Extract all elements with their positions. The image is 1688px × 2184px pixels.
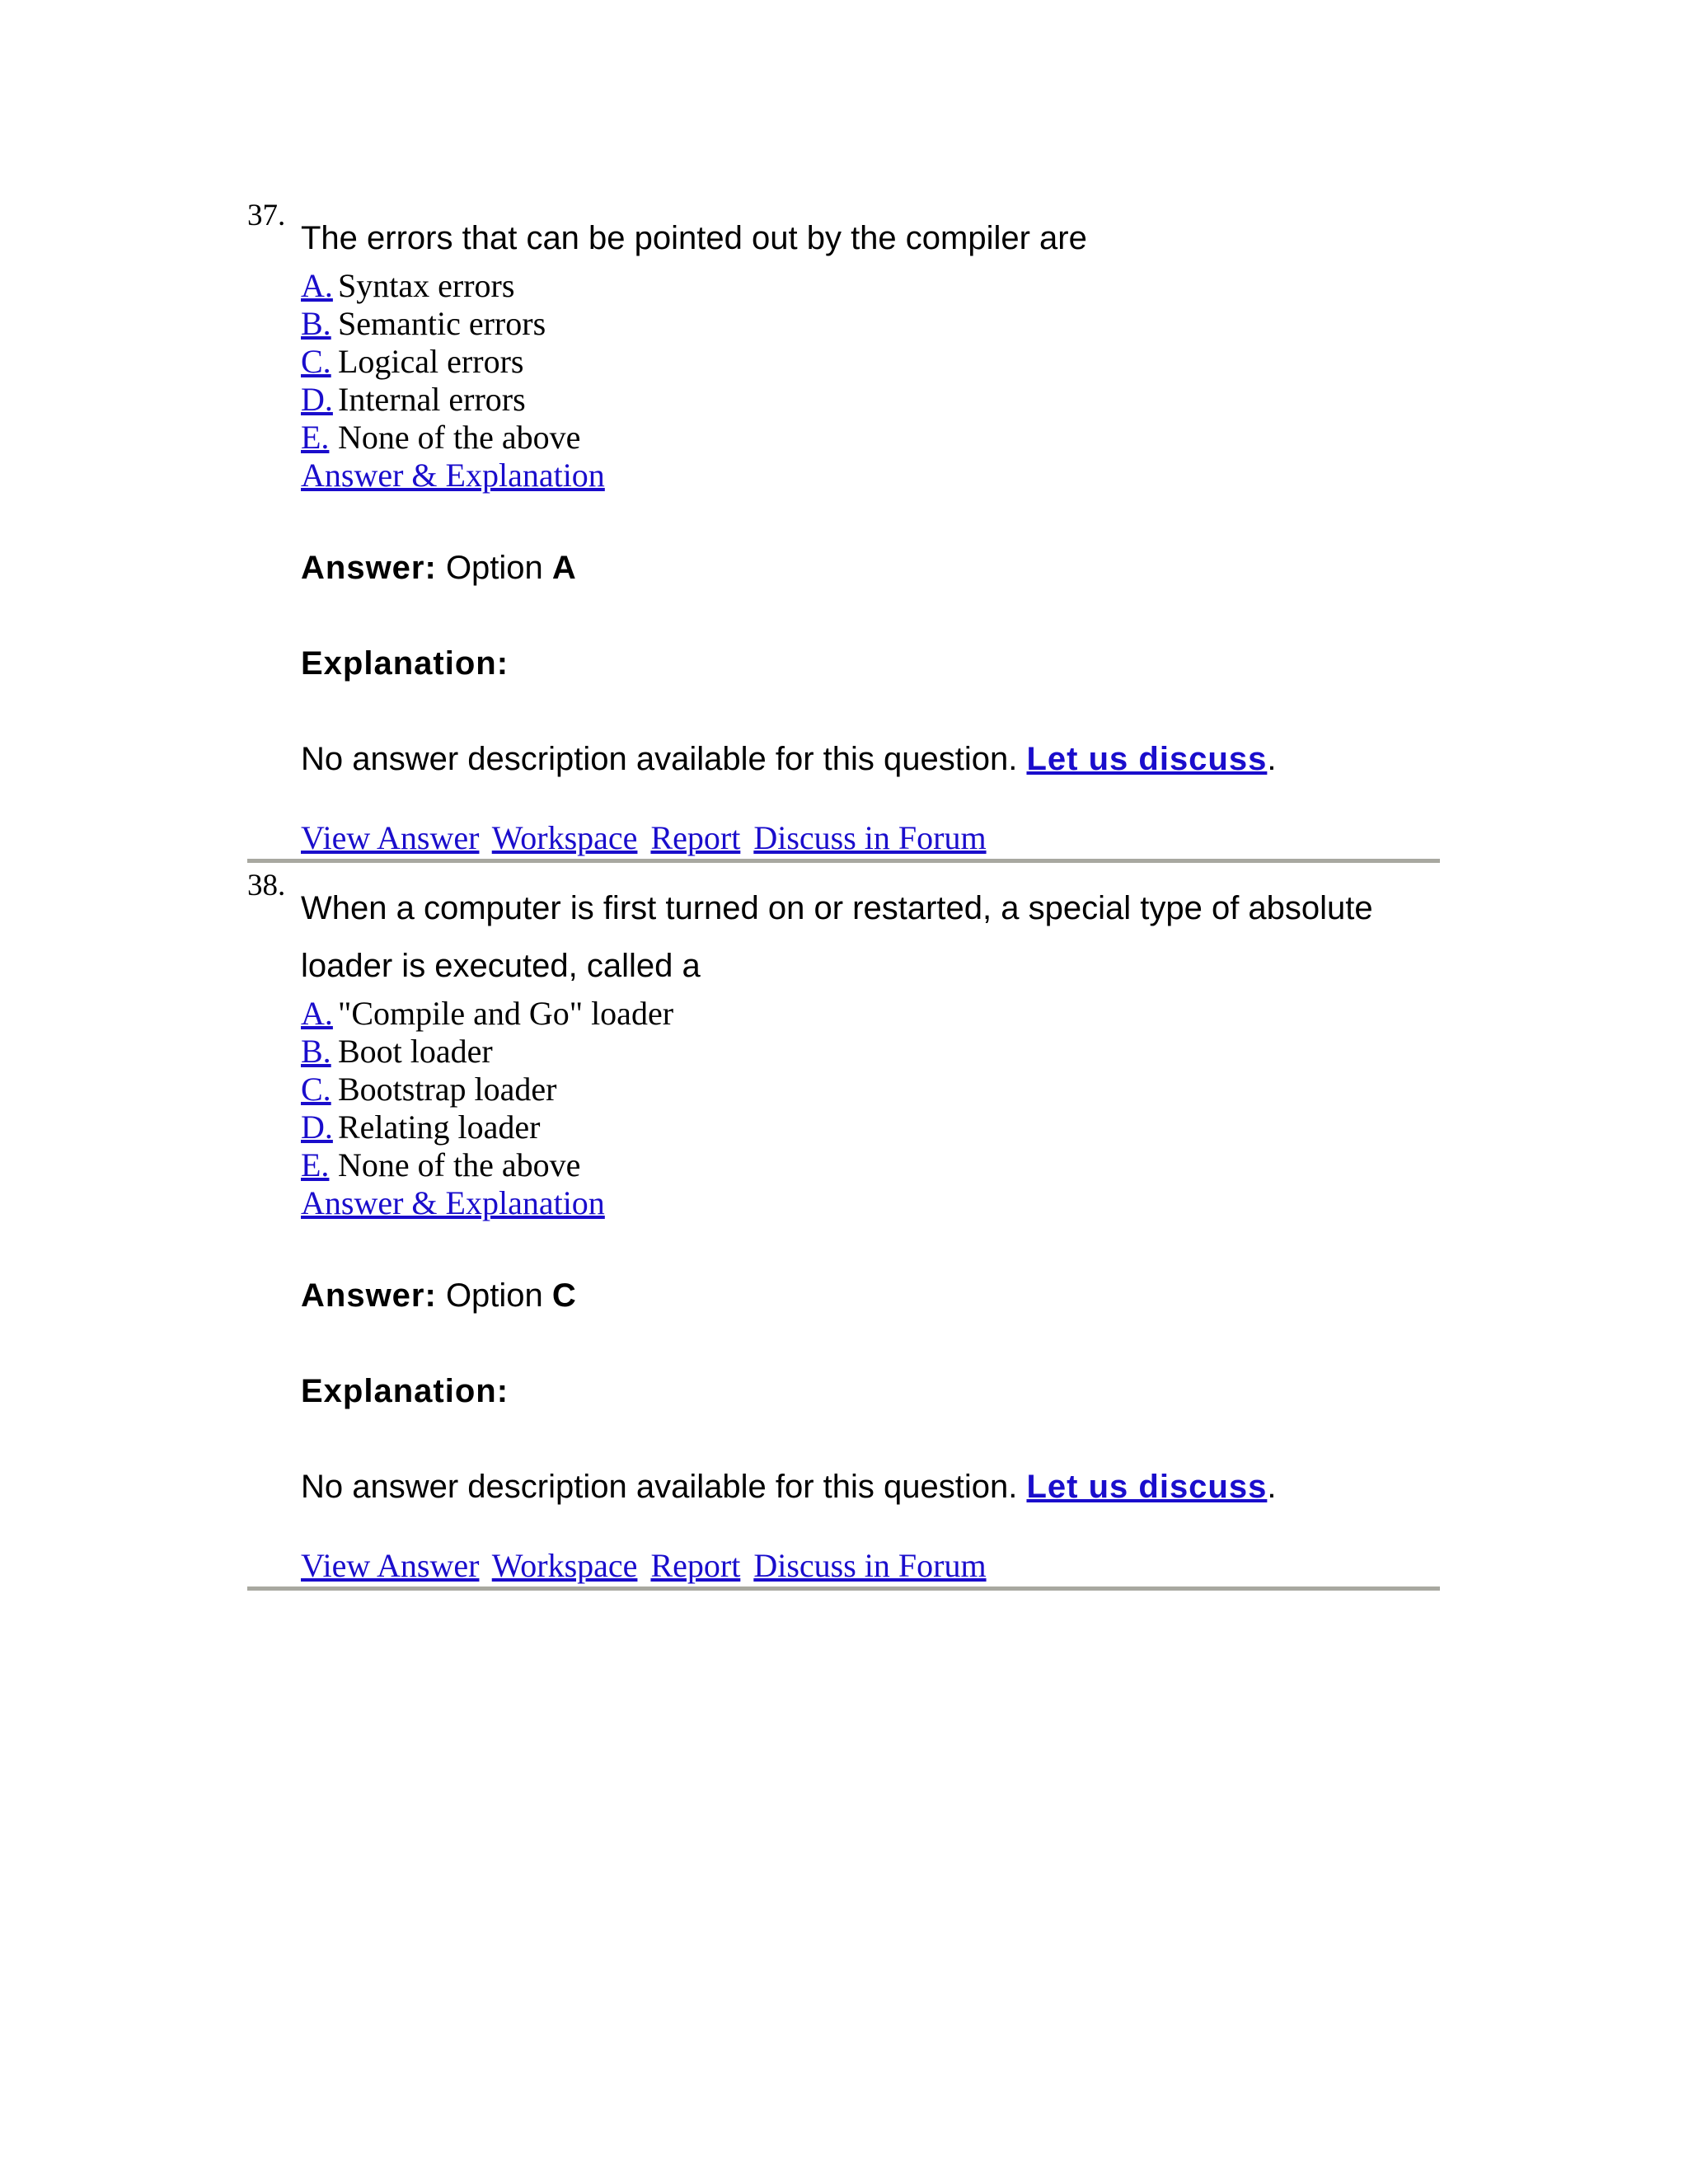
explanation-heading: Explanation: <box>301 645 509 682</box>
answer-label: Answer: <box>301 1277 437 1314</box>
report-link[interactable]: Report <box>650 819 741 856</box>
option-c <box>301 343 1441 381</box>
answer-letter: A <box>551 550 576 586</box>
discuss-in-forum-link[interactable]: Discuss in Forum <box>753 1547 987 1584</box>
option-c-text: Logical errors <box>338 343 524 380</box>
answer-explanation-link[interactable]: Answer & Explanation <box>301 457 605 494</box>
question-body <box>301 198 1441 857</box>
option-a-text: "Compile and Go" loader <box>338 995 674 1032</box>
answer-prefix: Option <box>445 550 543 586</box>
option-b-link[interactable]: B. <box>301 305 331 342</box>
option-e <box>301 419 1441 457</box>
option-a-text: Syntax errors <box>338 267 515 304</box>
view-answer-link[interactable]: View Answer <box>301 1547 480 1584</box>
view-answer-link[interactable]: View Answer <box>301 819 480 856</box>
option-b <box>301 1033 1441 1071</box>
answer-letter: C <box>551 1277 576 1314</box>
discuss-in-forum-link[interactable]: Discuss in Forum <box>753 819 987 856</box>
option-e-text: None of the above <box>338 1146 581 1183</box>
option-a <box>301 267 1441 305</box>
let-us-discuss-link[interactable]: Let us discuss <box>1026 1469 1268 1505</box>
option-b-text: Semantic errors <box>338 305 546 342</box>
option-b <box>301 305 1441 343</box>
explanation-body: No answer description available for this question. <box>301 1469 1018 1505</box>
question-number: 37. <box>247 199 286 232</box>
question-body <box>301 868 1441 1585</box>
discuss-suffix: . <box>1267 741 1277 777</box>
option-e-link[interactable]: E. <box>301 419 330 456</box>
let-us-discuss-link[interactable]: Let us discuss <box>1026 741 1268 777</box>
action-links <box>301 1547 1441 1585</box>
option-e-link[interactable]: E. <box>301 1146 330 1183</box>
answer-explanation-link[interactable]: Answer & Explanation <box>301 1184 605 1221</box>
question-divider <box>247 1586 1440 1591</box>
option-a <box>301 995 1441 1033</box>
explanation-text <box>301 740 1441 778</box>
option-a-link[interactable]: A. <box>301 267 333 304</box>
quiz-page <box>247 198 1441 1591</box>
answer-prefix: Option <box>445 1277 543 1314</box>
report-link[interactable]: Report <box>650 1547 741 1584</box>
option-e-text: None of the above <box>338 419 581 456</box>
option-list <box>301 267 1441 457</box>
option-d-text: Relating loader <box>338 1108 541 1146</box>
option-c <box>301 1071 1441 1108</box>
question-text: The errors that can be pointed out by the compiler are <box>301 220 1087 256</box>
option-b-link[interactable]: B. <box>301 1033 331 1070</box>
discuss-suffix: . <box>1267 1469 1277 1505</box>
option-d <box>301 381 1441 419</box>
explanation-body: No answer description available for this question. <box>301 741 1018 777</box>
action-links <box>301 819 1441 857</box>
option-c-text: Bootstrap loader <box>338 1071 557 1108</box>
answer-line <box>301 1277 1441 1315</box>
option-b-text: Boot loader <box>338 1033 493 1070</box>
question-37 <box>247 198 1441 863</box>
workspace-link[interactable]: Workspace <box>491 819 638 856</box>
question-text: When a computer is first turned on or restarted, a special type of absolute loader is executed, called a <box>301 890 1373 984</box>
option-d <box>301 1108 1441 1146</box>
option-d-link[interactable]: D. <box>301 381 333 418</box>
explanation-heading: Explanation: <box>301 1373 509 1409</box>
workspace-link[interactable]: Workspace <box>491 1547 638 1584</box>
option-c-link[interactable]: C. <box>301 343 331 380</box>
question-divider <box>247 859 1440 863</box>
option-c-link[interactable]: C. <box>301 1071 331 1108</box>
option-d-text: Internal errors <box>338 381 526 418</box>
option-e <box>301 1146 1441 1184</box>
question-number: 38. <box>247 869 286 902</box>
option-list <box>301 995 1441 1184</box>
explanation-text <box>301 1468 1441 1506</box>
option-d-link[interactable]: D. <box>301 1108 333 1146</box>
answer-label: Answer: <box>301 550 437 586</box>
option-a-link[interactable]: A. <box>301 995 333 1032</box>
answer-line <box>301 549 1441 587</box>
question-38 <box>247 868 1441 1591</box>
